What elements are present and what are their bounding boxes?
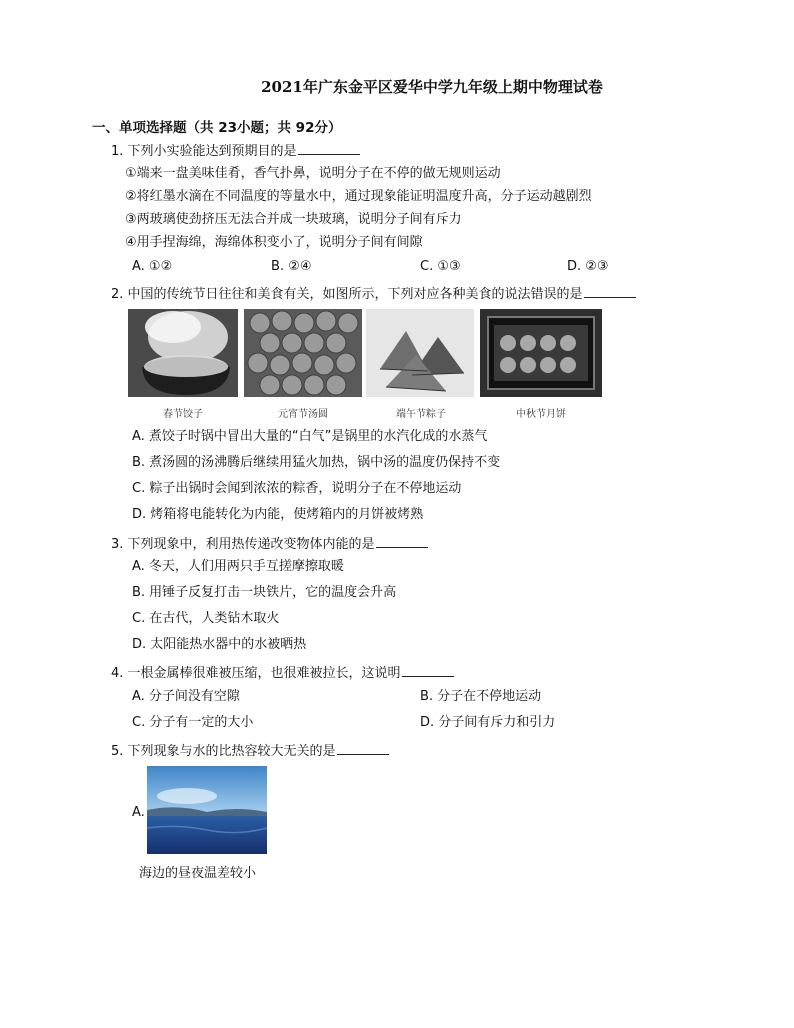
question-2 — [111, 285, 636, 304]
q3-option-a[interactable]: A. 冬天，人们用两只手互搓摩擦取暖 — [132, 559, 344, 574]
q3-option-b[interactable]: B. 用锤子反复打击一块铁片，它的温度会升高 — [132, 585, 397, 600]
answer-blank — [376, 535, 428, 548]
question-4-stem: 4. 一根金属棒很难被压缩，也很难被拉长，这说明 — [111, 666, 401, 681]
q4-option-a[interactable]: A. 分子间没有空隙 — [132, 689, 240, 704]
q3-option-d[interactable]: D. 太阳能热水器中的水被晒热 — [132, 637, 307, 652]
photo-zongzi — [366, 309, 474, 397]
q5-option-a-letter[interactable]: A. — [132, 805, 145, 820]
photo-seaside[interactable] — [147, 766, 267, 854]
answer-blank — [298, 142, 360, 155]
q3-option-c[interactable]: C. 在古代，人类钻木取火 — [132, 611, 280, 626]
section-heading: 一、单项选择题（共 23小题；共 92分） — [92, 120, 342, 136]
q1-item-3: ③两玻璃使劲挤压无法合并成一块玻璃，说明分子间有斥力 — [125, 212, 462, 227]
q2-option-a[interactable]: A. 煮饺子时锅中冒出大量的“白气”是锅里的水汽化成的水蒸气 — [132, 429, 488, 444]
q1-option-a[interactable]: A. ①② — [132, 259, 173, 274]
answer-blank — [402, 664, 454, 677]
caption-mooncakes: 中秋节月饼 — [516, 409, 566, 420]
caption-dumplings: 春节饺子 — [163, 409, 203, 420]
caption-tangyuan: 元宵节汤圆 — [278, 409, 328, 420]
q1-option-b[interactable]: B. ②④ — [271, 259, 312, 274]
q4-option-d[interactable]: D. 分子间有斥力和引力 — [420, 715, 556, 730]
question-3-stem: 3. 下列现象中，利用热传递改变物体内能的是 — [111, 537, 375, 552]
question-4 — [111, 664, 454, 683]
question-3 — [111, 535, 428, 554]
photo-dumplings — [128, 309, 238, 397]
caption-zongzi: 端午节粽子 — [396, 409, 446, 420]
question-1-stem: 1. 下列小实验能达到预期目的是 — [111, 144, 297, 159]
question-2-stem: 2. 中国的传统节日往往和美食有关，如图所示，下列对应各种美食的说法错误的是 — [111, 287, 583, 302]
q4-option-b[interactable]: B. 分子在不停地运动 — [420, 689, 542, 704]
answer-blank — [584, 285, 636, 298]
photo-mooncakes — [480, 309, 602, 397]
q4-option-c[interactable]: C. 分子有一定的大小 — [132, 715, 254, 730]
q2-option-c[interactable]: C. 粽子出锅时会闻到浓浓的粽香，说明分子在不停地运动 — [132, 481, 462, 496]
exam-title: 2021年广东金平区爱华中学九年级上期中物理试卷 — [261, 78, 603, 96]
q2-option-b[interactable]: B. 煮汤圆的汤沸腾后继续用猛火加热，锅中汤的温度仍保持不变 — [132, 455, 501, 470]
q5-option-a-caption: 海边的昼夜温差较小 — [139, 866, 257, 881]
photo-tangyuan — [244, 309, 362, 397]
answer-blank — [337, 742, 389, 755]
q1-item-2: ②将红墨水滴在不同温度的等量水中，通过现象能证明温度升高，分子运动越剧烈 — [125, 189, 592, 204]
q1-item-4: ④用手捏海绵，海绵体积变小了，说明分子间有间隙 — [125, 235, 423, 250]
q1-item-1: ①端来一盘美味佳肴，香气扑鼻，说明分子在不停的做无规则运动 — [125, 166, 501, 181]
q2-option-d[interactable]: D. 烤箱将电能转化为内能，使烤箱内的月饼被烤熟 — [132, 507, 424, 522]
q1-option-d[interactable]: D. ②③ — [567, 259, 609, 274]
question-1 — [111, 142, 360, 161]
q1-option-c[interactable]: C. ①③ — [420, 259, 461, 274]
question-5 — [111, 742, 389, 761]
question-5-stem: 5. 下列现象与水的比热容较大无关的是 — [111, 744, 336, 759]
